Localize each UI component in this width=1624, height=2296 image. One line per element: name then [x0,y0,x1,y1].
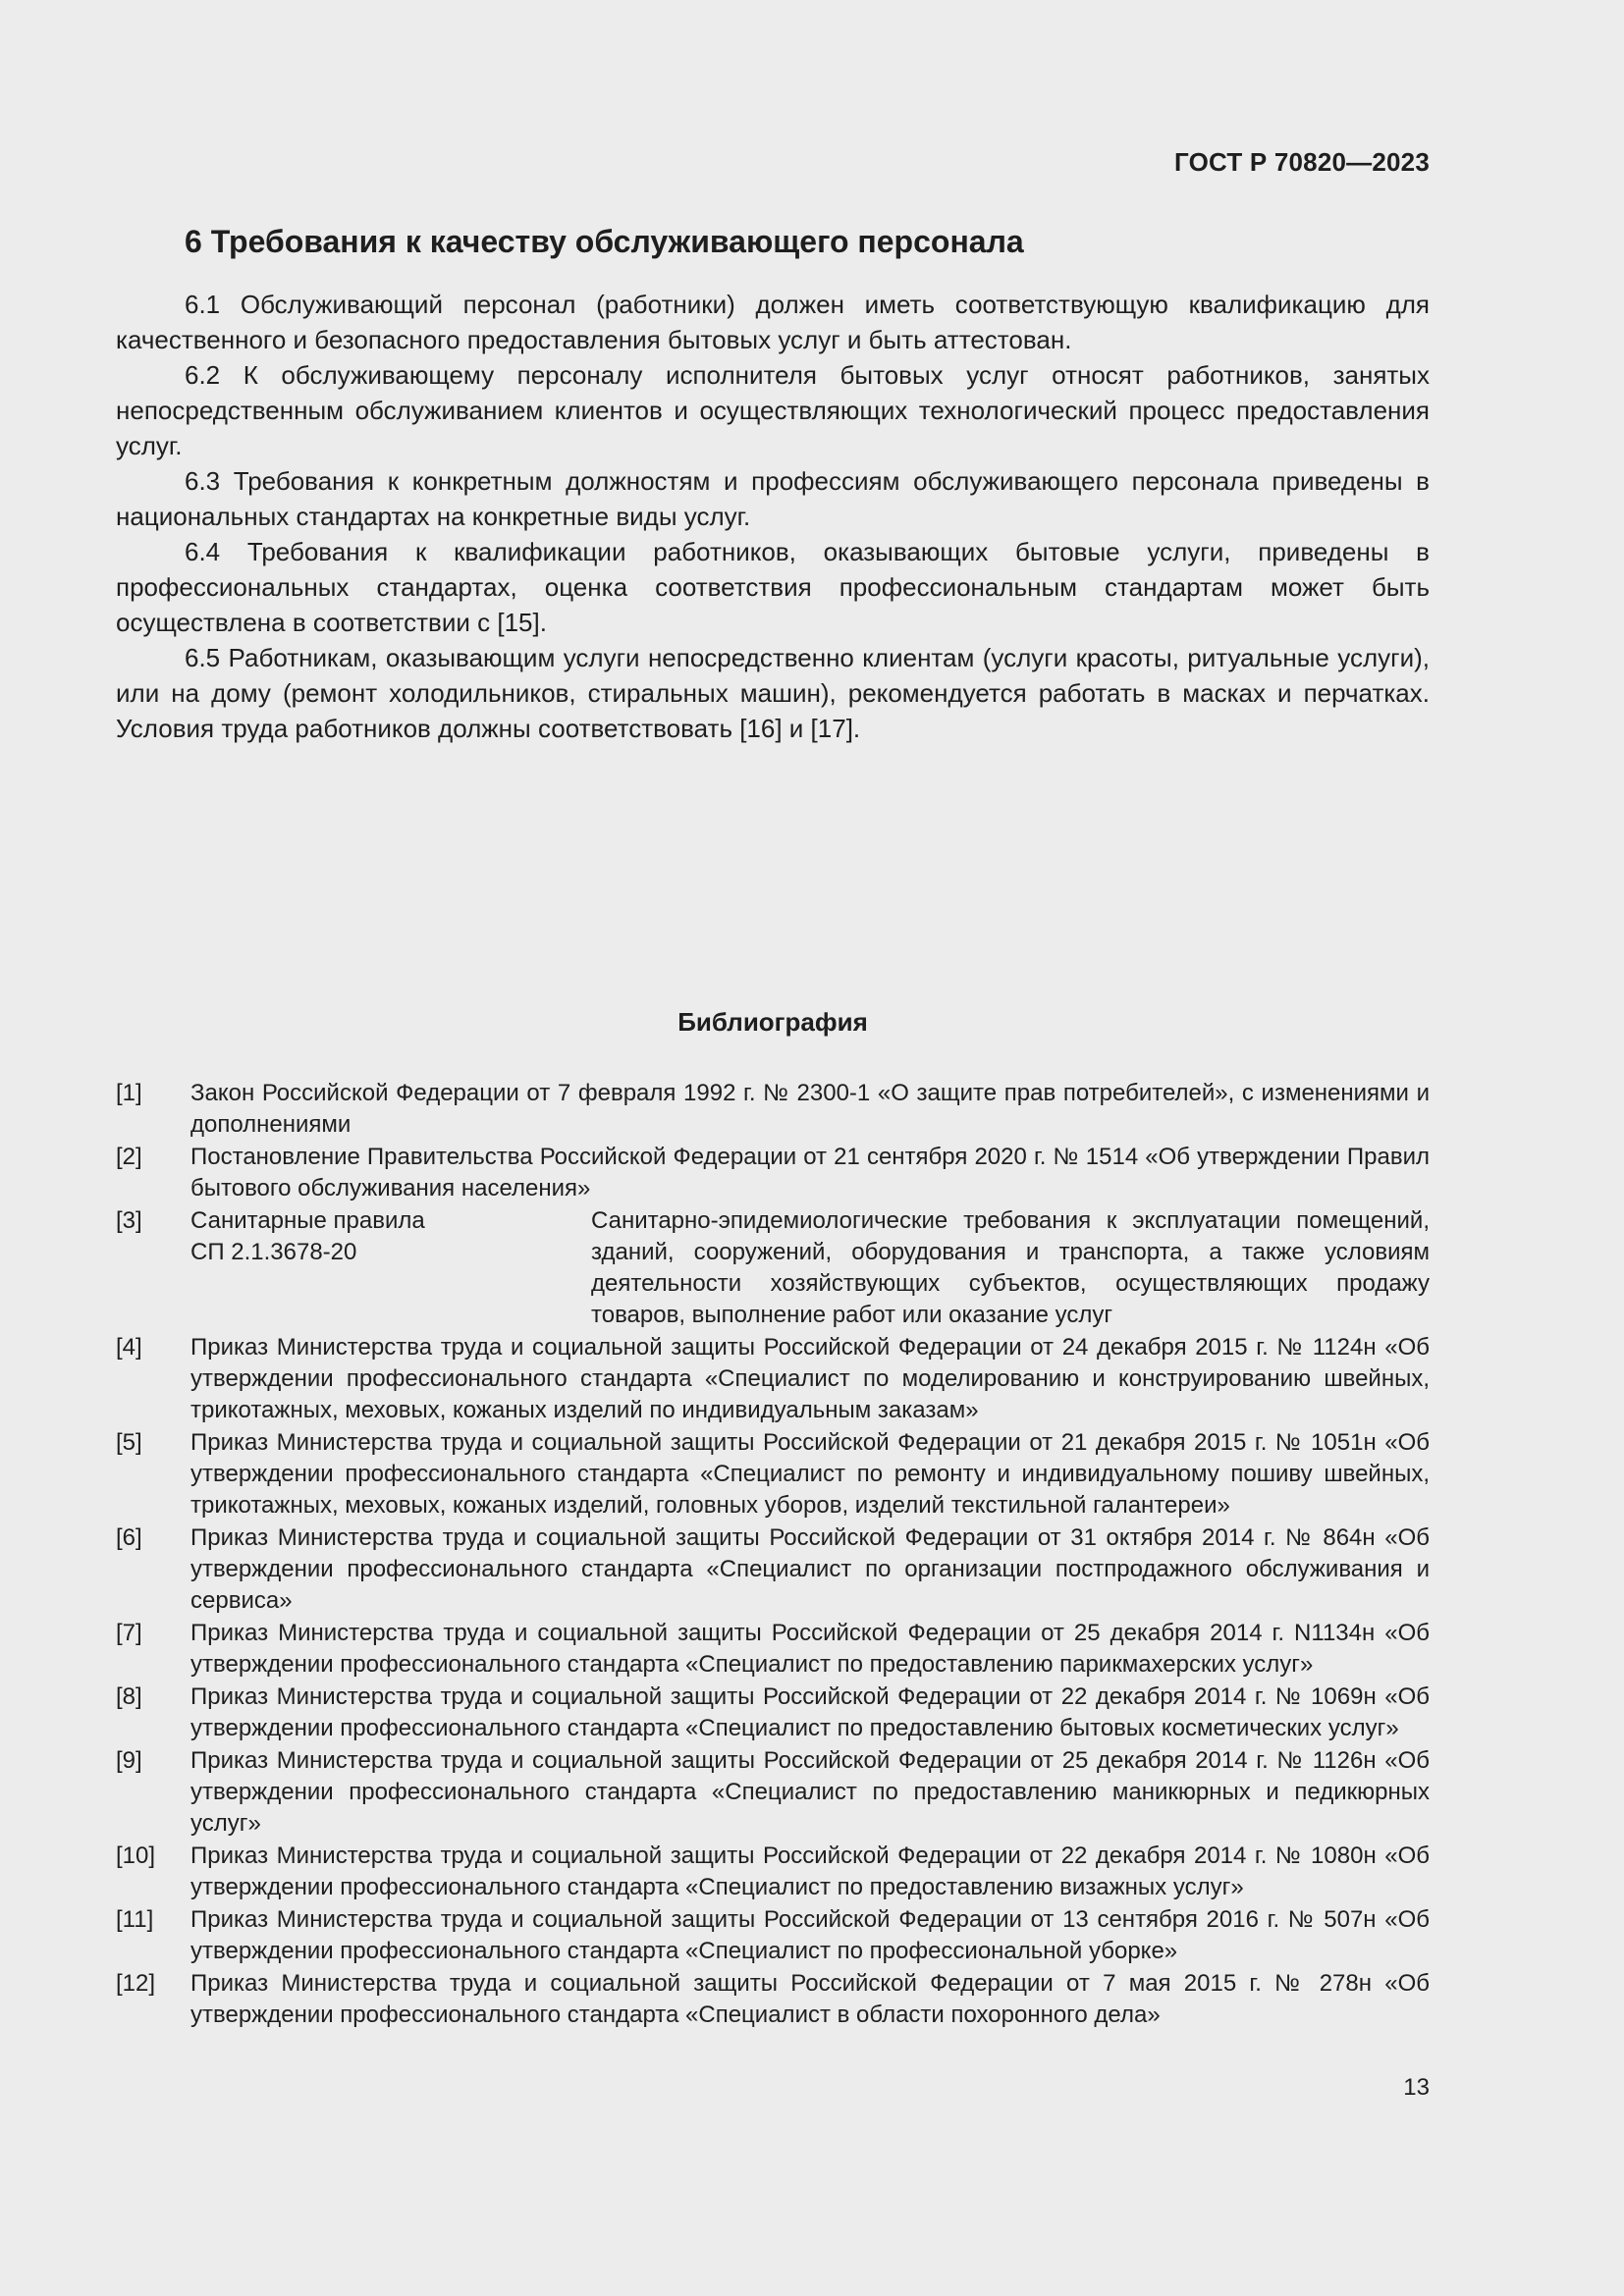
reference-number: [2] [116,1144,142,1170]
reference-number: [6] [116,1524,142,1551]
paragraph-6-2: 6.2 К обслуживающему персоналу исполнителя бытовых услуг относят работников, занятых непосредственным обслуживанием клиентов и осуществляющих технологический процесс предоставления услуг. [116,360,1430,460]
section-body [116,287,1430,746]
reference-number: [3] [116,1207,142,1234]
bibliography-item [116,1618,1430,1681]
bibliography-list [116,1078,1430,2032]
reference-text: Приказ Министерства труда и социальной защиты Российской Федерации от 22 декабря 2014 г. № 1080н «Об утверждении профессионального стандарта «Специалист по предоставлению визажных услуг» [190,1842,1430,1900]
reference-document-type [190,1205,591,1331]
reference-text: Приказ Министерства труда и социальной защиты Российской Федерации от 13 сентября 2016 г. № 507н «Об утверждении профессионального стандарта «Специалист по профессиональной уборке» [190,1906,1430,1964]
reference-number: [7] [116,1620,142,1646]
bibliography-item [116,1427,1430,1522]
reference-number: [10] [116,1842,156,1869]
bibliography-item [116,1841,1430,1903]
paragraph-6-5: 6.5 Работникам, оказывающим услуги непосредственно клиентам (услуги красоты, ритуальные услуги), или на дому (ремонт холодильников, стиральных машин), рекомендуется работать в масках и перчатках. Условия труда работников должны соответствовать [16] и [17]. [116,643,1430,743]
reference-number: [4] [116,1334,142,1361]
reference-text: Приказ Министерства труда и социальной защиты Российской Федерации от 7 мая 2015 г. № 278н «Об утверждении профессионального стандарта «Специалист в области похоронного дела» [190,1970,1430,2028]
bibliography-item [116,1142,1430,1204]
bibliography-item [116,1205,1430,1331]
paragraph-6-3: 6.3 Требования к конкретным должностям и профессиям обслуживающего персонала приведены в национальных стандартах на конкретные виды услуг. [116,466,1430,531]
paragraph-6-1: 6.1 Обслуживающий персонал (работники) должен иметь соответствующую квалификацию для качественного и безопасного предоставления бытовых услуг и быть аттестован. [116,290,1430,354]
reference-text: Постановление Правительства Российской Федерации от 21 сентября 2020 г. № 1514 «Об утверждении Правил бытового обслуживания населения» [190,1144,1430,1201]
bibliography-title: Библиография [677,1007,868,1037]
page-number: 13 [1403,2074,1430,2101]
section-title: 6 Требования к качеству обслуживающего персонала [185,224,1024,259]
reference-text: Приказ Министерства труда и социальной защиты Российской Федерации от 22 декабря 2014 г. № 1069н «Об утверждении профессионального стандарта «Специалист по предоставлению бытовых косметических услуг» [190,1683,1430,1741]
bibliography-item [116,1968,1430,2031]
reference-number: [8] [116,1683,142,1710]
reference-text: Закон Российской Федерации от 7 февраля 1992 г. № 2300-1 «О защите прав потребителей», с изменениями и дополнениями [190,1080,1430,1138]
reference-text: Санитарно-эпидемиологические требования к эксплуатации помещений, зданий, сооружений, оборудования и транспорта, а также условиям деятельности хозяйствующих субъектов, осуществляющих продажу товаров, выполнение работ или оказание услуг [591,1207,1430,1328]
reference-text: Приказ Министерства труда и социальной защиты Российской Федерации от 25 декабря 2014 г. N1134н «Об утверждении профессионального стандарта «Специалист по предоставлению парикмахерских услуг» [190,1620,1430,1678]
document-code: ГОСТ Р 70820—2023 [1174,147,1430,177]
reference-number: [1] [116,1080,142,1106]
reference-number: [11] [116,1906,154,1933]
paragraph-6-4: 6.4 Требования к квалификации работников, оказывающих бытовые услуги, приведены в профессиональных стандартах, оценка соответствия профессиональным стандартам может быть осуществлена в соответствии с [15]. [116,537,1430,637]
reference-number: [12] [116,1970,156,1997]
reference-text: Приказ Министерства труда и социальной защиты Российской Федерации от 24 декабря 2015 г. № 1124н «Об утверждении профессионального стандарта «Специалист по моделированию и конструированию швейных, трикотажных, меховых, кожаных изделий по индивидуальным заказам» [190,1334,1430,1423]
reference-number: [5] [116,1429,142,1456]
bibliography-item [116,1745,1430,1840]
bibliography-item [116,1904,1430,1967]
bibliography-item [116,1078,1430,1141]
reference-text: Приказ Министерства труда и социальной защиты Российской Федерации от 21 декабря 2015 г. № 1051н «Об утверждении профессионального стандарта «Специалист по ремонту и индивидуальному пошиву швейных, трикотажных, меховых, кожаных изделий, головных уборов, изделий текстильной галантереи» [190,1429,1430,1519]
reference-code-line: СП 2.1.3678-20 [190,1239,357,1265]
bibliography-item [116,1332,1430,1426]
reference-number: [9] [116,1747,142,1774]
reference-type-line: Санитарные правила [190,1207,425,1234]
reference-text: Приказ Министерства труда и социальной защиты Российской Федерации от 31 октября 2014 г. № 864н «Об утверждении профессионального стандарта «Специалист по организации постпродажного обслуживания и сервиса» [190,1524,1430,1614]
bibliography-item [116,1522,1430,1617]
bibliography-item [116,1682,1430,1744]
reference-text: Приказ Министерства труда и социальной защиты Российской Федерации от 25 декабря 2014 г. № 1126н «Об утверждении профессионального стандарта «Специалист по предоставлению маникюрных и педикюрных услуг» [190,1747,1430,1837]
